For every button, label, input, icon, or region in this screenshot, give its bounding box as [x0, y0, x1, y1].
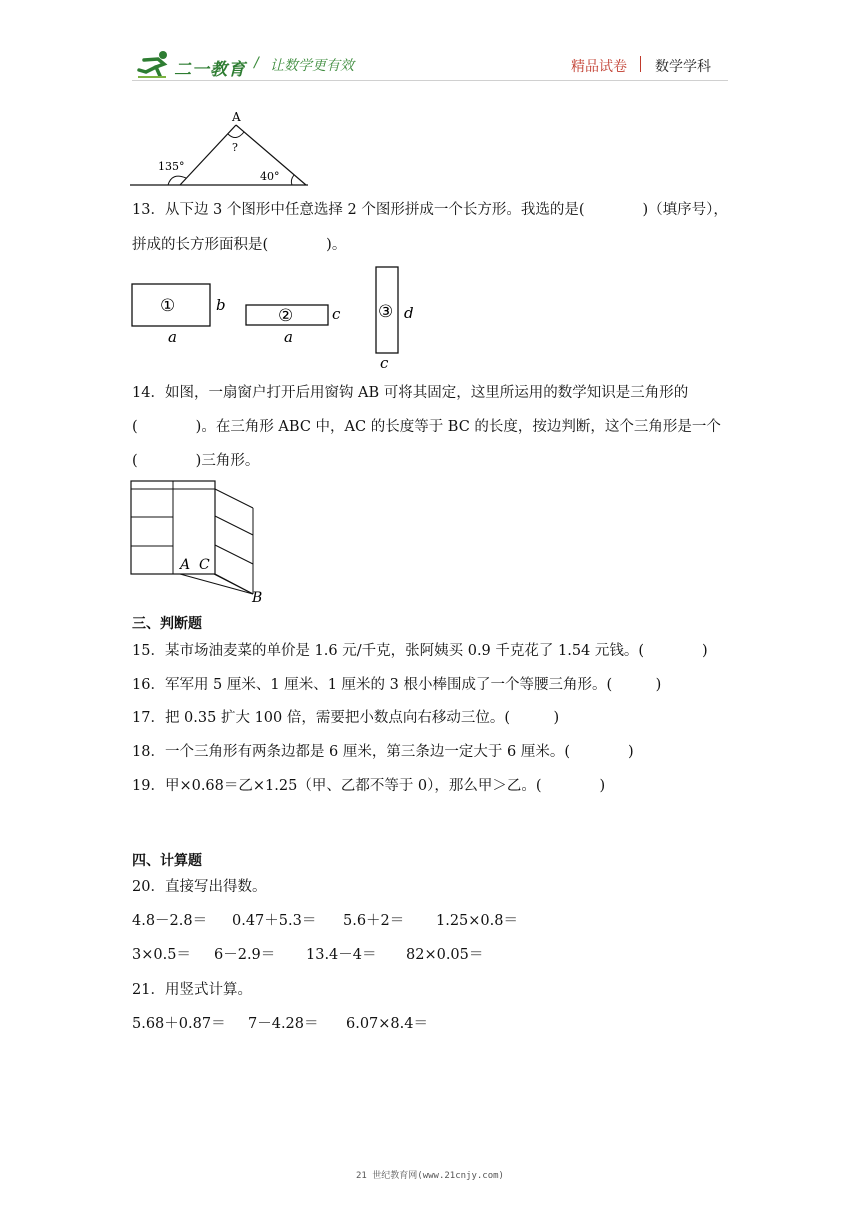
calc-item: 82×0.05＝: [406, 947, 484, 963]
calc-item: 13.4－4＝: [306, 947, 377, 963]
judge-q16: 16．军军用 5 厘米、1 厘米、1 厘米的 3 根小棒围成了一个等腰三角形。( ): [132, 677, 662, 693]
q13-shapes: [128, 262, 428, 372]
slogan: 让数学更有效: [270, 58, 354, 74]
vertex-label: A: [232, 110, 241, 124]
calc-item: 1.25×0.8＝: [436, 913, 518, 929]
header-rule: [132, 80, 728, 81]
header-category: 精品试卷: [571, 59, 627, 75]
judge-q17: 17．把 0.35 扩大 100 倍，需要把小数点向右移动三位。( ): [132, 710, 560, 726]
vertical-calc-item: 7－4.28＝: [248, 1016, 319, 1032]
shape-1-side-label: b: [216, 296, 226, 314]
sash-pane-2: [215, 545, 253, 564]
header-separator: [640, 56, 641, 72]
footer: 21 世纪教育网(www.21cnjy.com): [356, 1171, 504, 1181]
shape-1-number: ①: [160, 296, 176, 316]
hook-cb: [214, 574, 253, 594]
vertical-calc-item: 5.68＋0.87＝: [132, 1016, 226, 1032]
judge-q15: 15．某市场油麦菜的单价是 1.6 元/千克，张阿姨买 0.9 千克花了 1.54 元钱。( ): [132, 643, 708, 659]
exterior-arc: [168, 176, 186, 185]
shape-2-side-label: c: [332, 305, 341, 323]
base-arc: [291, 175, 294, 185]
shape-1-bottom-label: a: [168, 328, 177, 346]
window-figure: [128, 478, 268, 606]
base-angle-label: 40°: [260, 170, 280, 183]
runner-logo-icon: [136, 50, 174, 80]
label-c: C: [199, 557, 210, 573]
label-b: B: [252, 590, 263, 606]
exterior-angle-label: 135°: [158, 160, 185, 173]
label-a: A: [180, 557, 191, 573]
calc-item: 5.6＋2＝: [343, 913, 405, 929]
q14-line3: ( )三角形。: [132, 453, 260, 469]
q13-line1: 13．从下边 3 个图形中任意选择 2 个图形拼成一个长方形。我选的是( )（填序号），: [132, 202, 728, 218]
sash-pane-1: [215, 516, 253, 535]
calc-item: 6－2.9＝: [214, 947, 276, 963]
q14-line1: 14．如图，一扇窗户打开后用窗钩 AB 可将其固定，这里所运用的数学知识是三角形的: [132, 385, 689, 401]
unknown-angle-label: ?: [232, 141, 238, 154]
logo-text: 二一教育: [174, 60, 246, 80]
shape-3-number: ③: [378, 302, 394, 322]
sash-top: [215, 489, 253, 508]
hook-ab: [180, 574, 253, 594]
section-3-title: 三、判断题: [132, 616, 202, 632]
left-side: [180, 125, 236, 185]
judge-q18: 18．一个三角形有两条边都是 6 厘米，第三条边一定大于 6 厘米。( ): [132, 744, 634, 760]
calc-item: 0.47＋5.3＝: [232, 913, 317, 929]
shape-3-bottom-label: c: [380, 354, 389, 372]
triangle-figure: [128, 106, 318, 190]
apex-arc: [228, 132, 244, 138]
header: [0, 0, 860, 90]
judge-q19: 19．甲×0.68＝乙×1.25（甲、乙都不等于 0），那么甲＞乙。( ): [132, 778, 606, 794]
header-subject: 数学学科: [655, 59, 711, 75]
calc-item: 4.8－2.8＝: [132, 913, 208, 929]
shape-3-side-label: d: [404, 304, 414, 322]
q14-line2: ( )。在三角形 ABC 中，AC 的长度等于 BC 的长度，按边判断，这个三角形是一个: [132, 419, 721, 435]
vertical-calc-item: 6.07×8.4＝: [346, 1016, 428, 1032]
slogan-divider: /: [254, 55, 259, 71]
q13-line2: 拼成的长方形面积是( )。: [132, 237, 347, 253]
q21-title: 21．用竖式计算。: [132, 982, 252, 998]
calc-item: 3×0.5＝: [132, 947, 191, 963]
shape-2-bottom-label: a: [284, 328, 293, 346]
section-4-title: 四、计算题: [132, 853, 202, 869]
shape-2-number: ②: [278, 306, 294, 326]
q20-title: 20．直接写出得数。: [132, 879, 267, 895]
